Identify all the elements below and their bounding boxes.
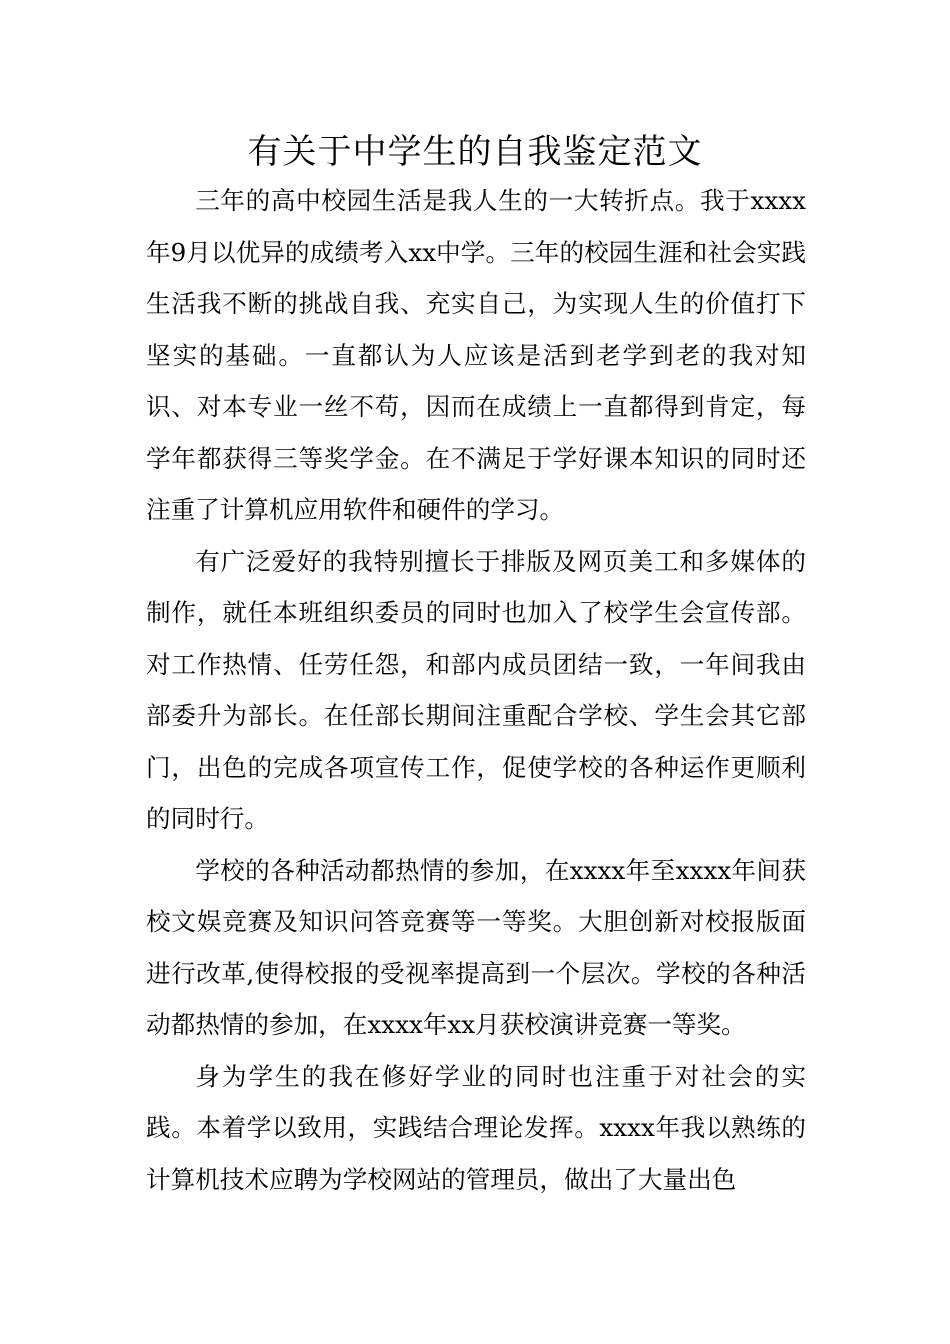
document-body: [146, 175, 806, 1205]
paragraph-3: 学校的各种活动都热情的参加，在xxxx年至xxxx年间获校文娱竞赛及知识问答竞赛等一等奖。大胆创新对校报版面进行改革,使得校报的受视率提高到一个层次。学校的各种活动都热情的参加，在xxxx年xx月获校演讲竞赛一等奖。: [146, 855, 806, 1039]
document-title: 有关于中学生的自我鉴定范文: [247, 132, 703, 172]
paragraph-2: 有广泛爱好的我特别擅长于排版及网页美工和多媒体的制作，就任本班组织委员的同时也加入了校学生会宣传部。对工作热情、任劳任怨，和部内成员团结一致，一年间我由部委升为部长。在任部长期间注重配合学校、学生会其它部门，出色的完成各项宣传工作，促使学校的各种运作更顺利的同时行。: [146, 546, 806, 833]
paragraph-1: 三年的高中校园生活是我人生的一大转折点。我于xxxx年9月以优异的成绩考入xx中学。三年的校园生涯和社会实践生活我不断的挑战自我、充实自己，为实现人生的价值打下坚实的基础。一直都认为人应该是活到老学到老的我对知识、对本专业一丝不苟，因而在成绩上一直都得到肯定，每学年都获得三等奖学金。在不满足于学好课本知识的同时还注重了计算机应用软件和硬件的学习。: [146, 186, 806, 524]
paragraph-4: 身为学生的我在修好学业的同时也注重于对社会的实践。本着学以致用，实践结合理论发挥。xxxx年我以熟练的计算机技术应聘为学校网站的管理员，做出了大量出色: [146, 1061, 806, 1194]
